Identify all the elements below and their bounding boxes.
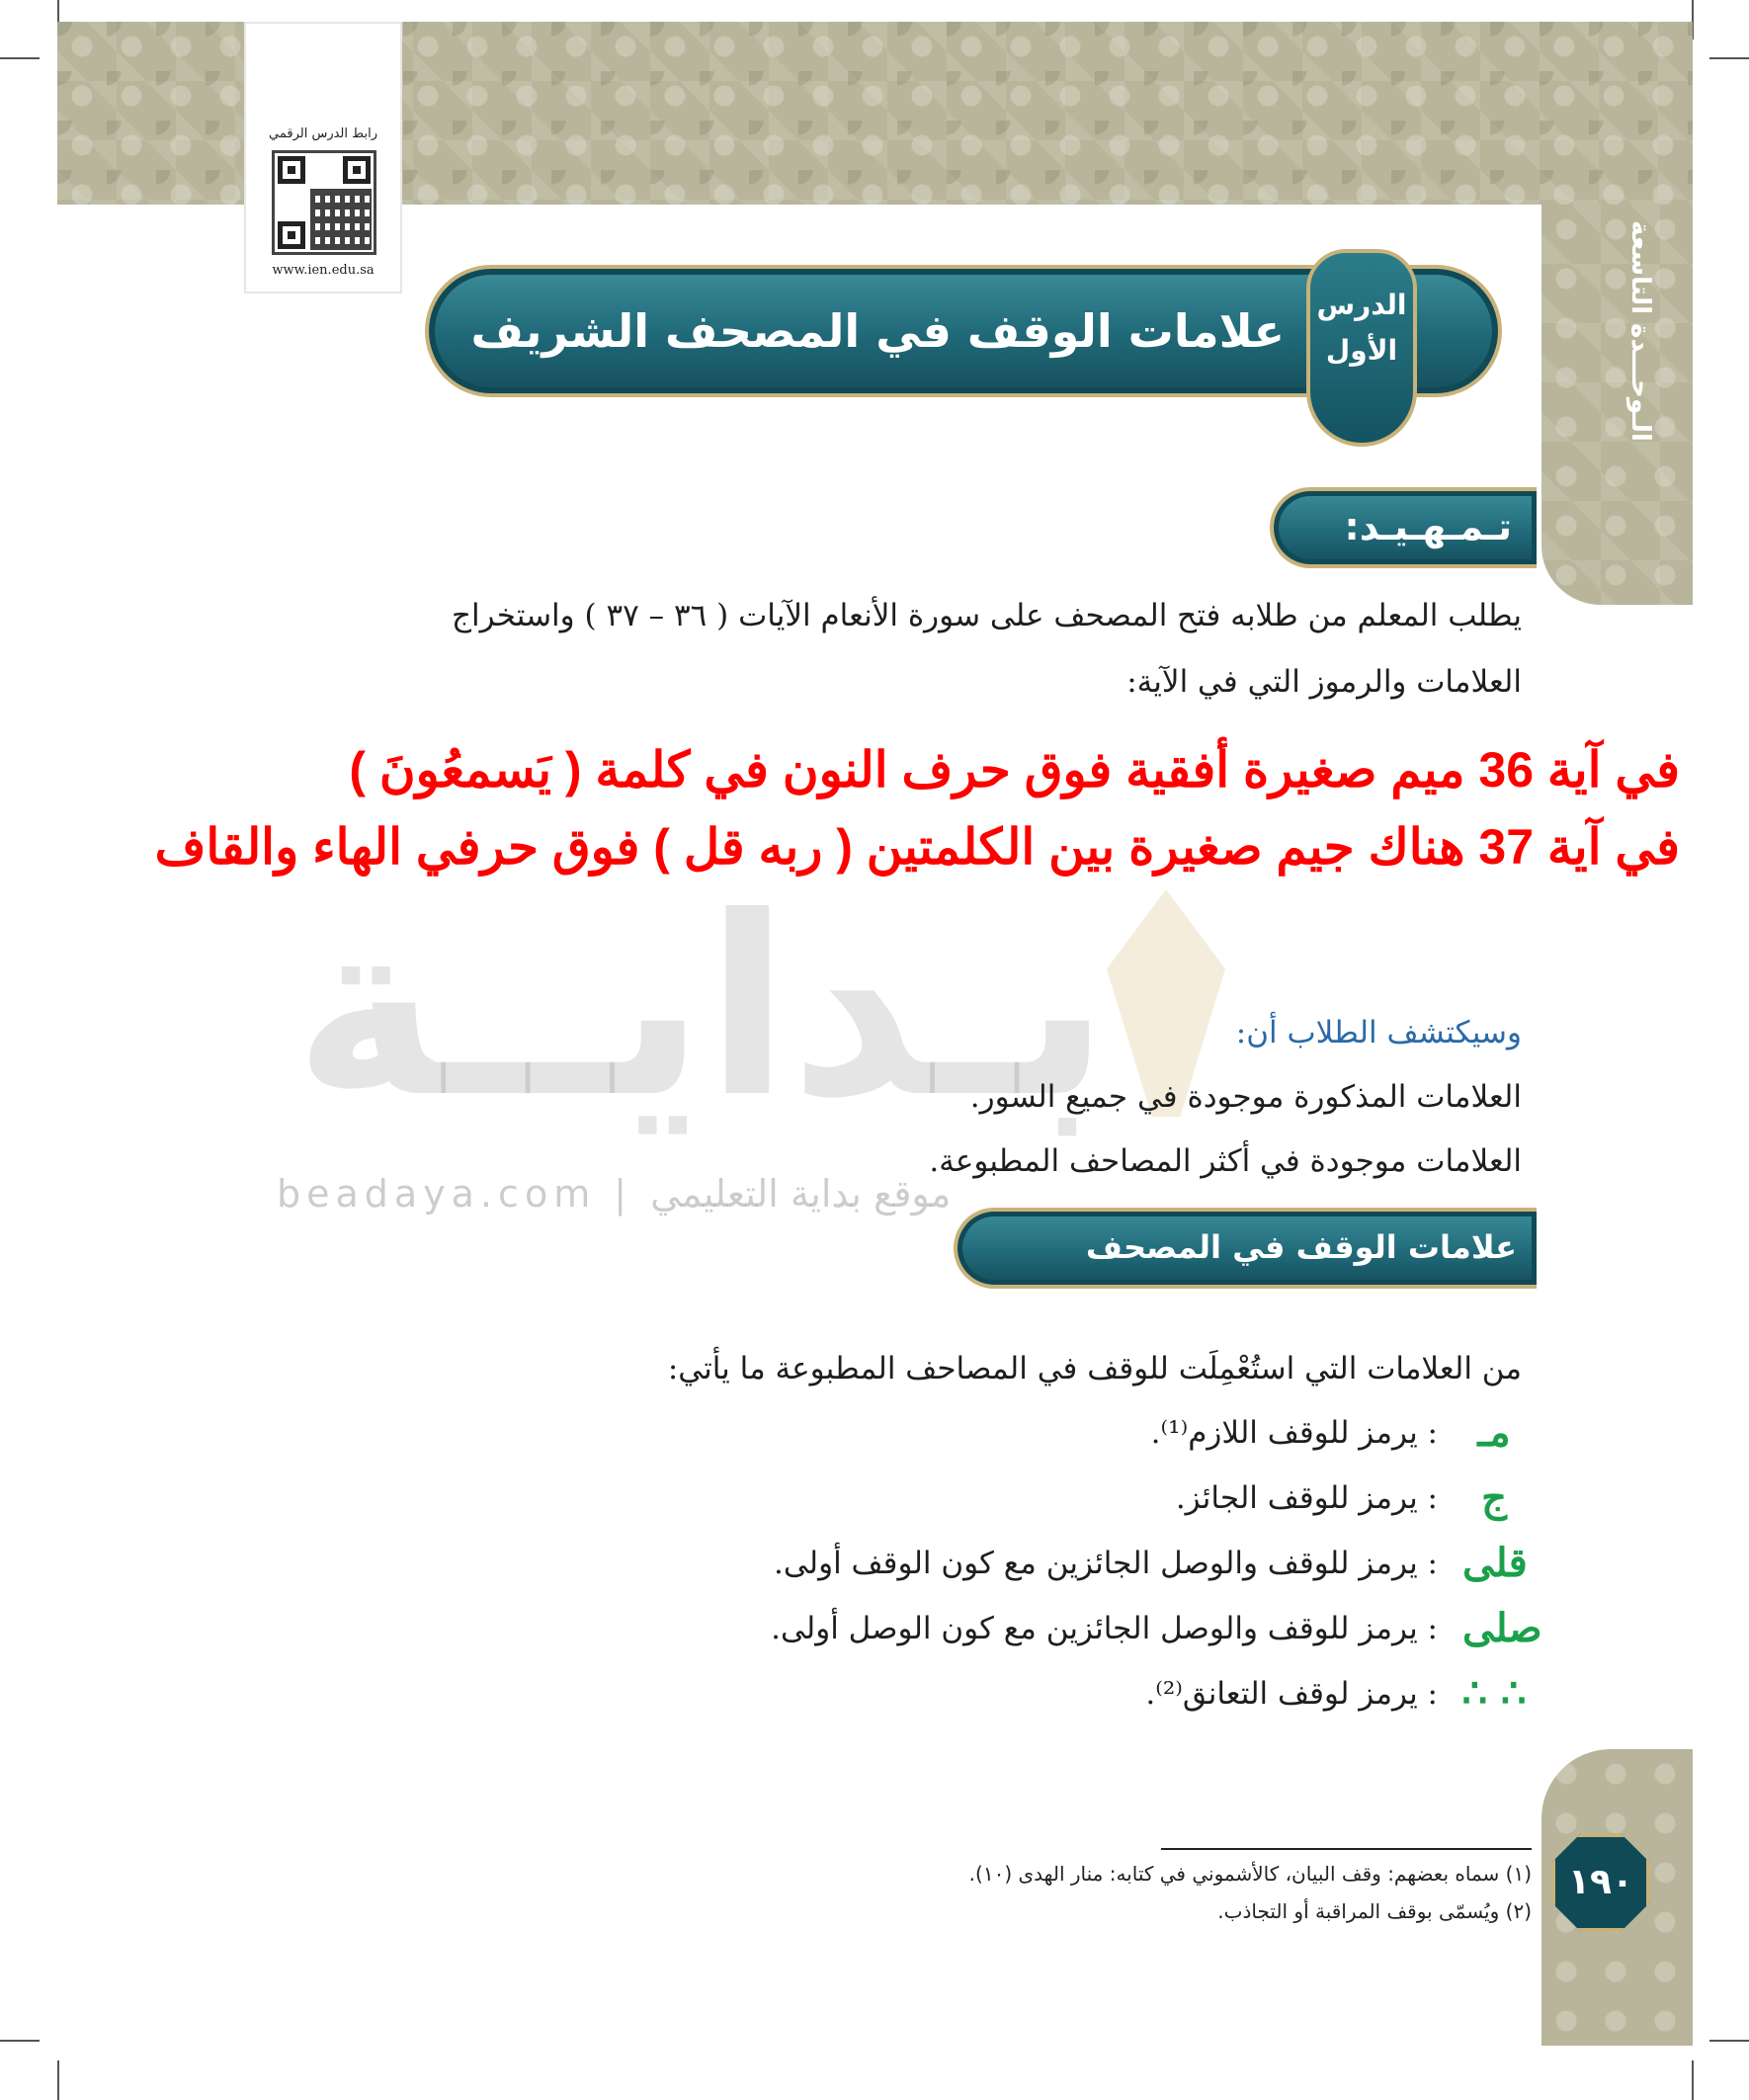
sign-symbol-lazim: مـ (1477, 1409, 1511, 1456)
sign-desc-jaiz: : يرمز للوقف الجائز. (1175, 1480, 1438, 1516)
lesson-badge-line1: الدرس (1316, 289, 1407, 321)
qr-card[interactable] (244, 22, 402, 294)
qr-url[interactable]: www.ien.edu.sa (272, 263, 375, 278)
qr-finder-icon (278, 156, 305, 184)
page-number: ١٩٠ (1568, 1862, 1633, 1902)
signs-intro: من العلامات التي استُعْمِلَت للوقف في المصاحف المطبوعة ما يأتي: (667, 1351, 1522, 1386)
unit-label: الـوحـــدة التاسعة (1625, 220, 1655, 442)
qr-finder-icon (278, 221, 305, 249)
lesson-title: علامات الوقف في المصحف الشريف (470, 304, 1285, 358)
footnote-divider (1161, 1848, 1532, 1850)
crop-mark (1709, 2040, 1749, 2042)
sign-symbol-taanuq: ∴ ∴ (1461, 1670, 1527, 1717)
lesson-badge-line2: الأول (1325, 334, 1398, 367)
lesson-badge (1306, 249, 1417, 447)
sign-desc-lazim: : يرمز للوقف اللازم⁽¹⁾. (1150, 1415, 1438, 1451)
qr-code-icon[interactable] (272, 150, 376, 255)
signs-heading: علامات الوقف في المصحف الشريف: (1085, 1228, 1517, 1325)
watermark-logo: بـدايــة (293, 864, 1110, 1151)
discover-item-1: العلامات المذكورة موجودة في جميع السور. (969, 1079, 1522, 1115)
footnote-1: (١) سماه بعضهم: وقف البيان، كالأشموني في كتابه: منار الهدى (١٠). (968, 1862, 1532, 1886)
answer-line-2: في آية 37 هناك جيم صغيرة بين الكلمتين ( ربه قل ) فوق حرفي الهاء والقاف (154, 819, 1680, 875)
sign-symbol-qila: قلى (1462, 1540, 1528, 1586)
discover-item-2: العلامات موجودة في أكثر المصاحف المطبوعة. (929, 1143, 1522, 1179)
qr-caption: رابط الدرس الرقمي (269, 126, 377, 141)
sign-symbol-sila: صلى (1462, 1605, 1542, 1651)
answer-line-1: في آية 36 ميم صغيرة أفقية فوق حرف النون في كلمة ( يَسمعُونَ ) (349, 742, 1680, 798)
crop-mark (0, 57, 40, 59)
intro-line-1: يطلب المعلم من طلابه فتح المصحف على سورة الأنعام الآيات ( ٣٦ – ٣٧ ) واستخراج (451, 598, 1522, 633)
crop-mark (0, 2040, 40, 2042)
intro-line-2: العلامات والرموز التي في الآية: (1126, 664, 1522, 700)
qr-finder-icon (343, 156, 371, 184)
sign-desc-qila: : يرمز للوقف والوصل الجائزين مع كون الوقف أولى. (773, 1546, 1438, 1581)
sign-desc-taanuq: : يرمز لوقف التعانق⁽²⁾. (1145, 1676, 1438, 1712)
intro-heading: تـمـهـيـد: (1344, 505, 1512, 548)
discover-lead: وسيكتشف الطلاب أن: (1235, 1015, 1522, 1050)
crop-mark (57, 2060, 59, 2100)
footnote-2: (٢) ويُسمّى بوقف المراقبة أو التجاذب. (1217, 1899, 1532, 1923)
crop-mark (1709, 57, 1749, 59)
sign-symbol-jaiz: ج (1481, 1474, 1507, 1521)
qr-modules-icon (310, 189, 372, 250)
watermark-domain: beadaya.com | موقع بداية التعليمي (277, 1172, 952, 1216)
sign-desc-sila: : يرمز للوقف والوصل الجائزين مع كون الوصل أولى. (771, 1611, 1438, 1646)
crop-mark (1692, 2060, 1694, 2100)
